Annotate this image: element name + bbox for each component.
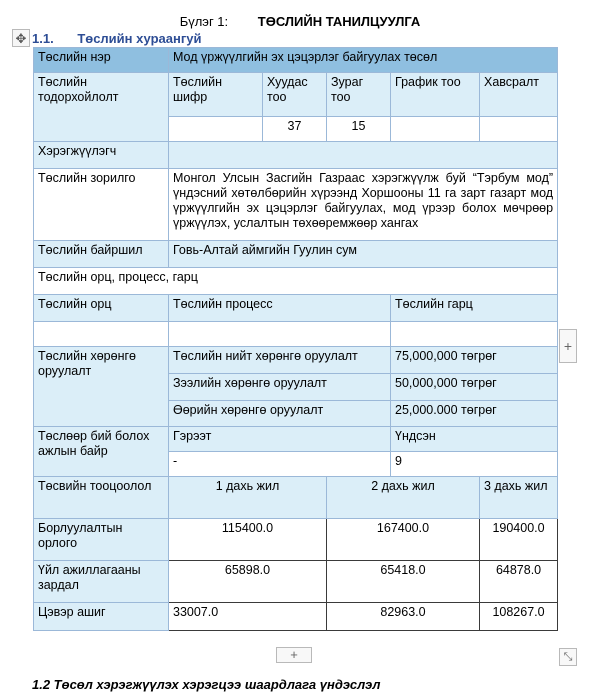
section-number: 1.1. xyxy=(32,31,54,46)
process-value[interactable] xyxy=(169,322,391,347)
investment-row-value[interactable]: 50,000,000 төгрөг xyxy=(391,374,558,401)
profit-year-3[interactable]: 108267.0 xyxy=(480,603,558,631)
col-picture-count: Зураг тоо xyxy=(327,73,391,117)
year-2-header: 2 дахь жил xyxy=(327,477,480,519)
output-label: Төслийн гарц xyxy=(391,295,558,322)
value-picture-count[interactable]: 15 xyxy=(327,117,391,142)
profit-year-2[interactable]: 82963.0 xyxy=(327,603,480,631)
location-value[interactable]: Говь-Алтай аймгийн Гуулин сум xyxy=(169,241,558,268)
add-column-icon[interactable]: + xyxy=(559,329,577,363)
investment-row-label: Зээлийн хөрөнгө оруулалт xyxy=(169,374,391,401)
description-label: Төслийн тодорхойлолт xyxy=(34,73,169,142)
col-project-code: Төслийн шифр xyxy=(169,73,263,117)
project-summary-table xyxy=(33,47,558,631)
profit-year-1[interactable]: 33007.0 xyxy=(169,603,327,631)
investment-label: Төслийн хөрөнгө оруулалт xyxy=(34,347,169,427)
chapter-number: Бүлэг 1: xyxy=(179,14,229,29)
chapter-heading xyxy=(0,14,600,29)
section-heading xyxy=(32,31,201,46)
sales-year-3[interactable]: 190400.0 xyxy=(480,519,558,561)
investment-row-value[interactable]: 25,000.000 төгрөг xyxy=(391,401,558,427)
value-appendix[interactable] xyxy=(480,117,558,142)
investment-row-value[interactable]: 75,000,000 төгрөг xyxy=(391,347,558,374)
table-resize-icon[interactable]: ⤡ xyxy=(559,648,577,666)
wages-label: Үйл ажиллагааны зардал xyxy=(34,561,169,603)
budget-label: Төсвийн тооцоолол xyxy=(34,477,169,519)
year-1-header: 1 дахь жил xyxy=(169,477,327,519)
jobs-main-value[interactable]: 9 xyxy=(391,452,558,477)
output-value[interactable] xyxy=(391,322,558,347)
value-project-code[interactable] xyxy=(169,117,263,142)
chapter-title: ТӨСЛИЙН ТАНИЛЦУУЛГА xyxy=(257,14,421,29)
jobs-label: Төслөөр бий болох ажлын байр xyxy=(34,427,169,477)
investment-row-label: Өөрийн хөрөнгө оруулалт xyxy=(169,401,391,427)
project-name-label: Төслийн нэр xyxy=(34,48,169,73)
project-name-value[interactable]: Мод үржүүлгийн эх цэцэрлэг байгуулах төсөл xyxy=(169,48,558,73)
implementer-label: Хэрэгжүүлэгч xyxy=(34,142,169,169)
table-move-icon[interactable]: ✥ xyxy=(12,29,30,47)
input-value[interactable] xyxy=(34,322,169,347)
col-page-count: Хуудас тоо xyxy=(263,73,327,117)
wages-year-2[interactable]: 65418.0 xyxy=(327,561,480,603)
process-label: Төслийн процесс xyxy=(169,295,391,322)
implementer-value[interactable] xyxy=(169,142,558,169)
sales-year-2[interactable]: 167400.0 xyxy=(327,519,480,561)
input-label: Төслийн орц xyxy=(34,295,169,322)
section-2-heading: 1.2 Төсөл хэрэгжүүлэх хэрэгцээ шаардлага үндэслэл xyxy=(32,677,381,692)
value-page-count[interactable]: 37 xyxy=(263,117,327,142)
sales-year-1[interactable]: 115400.0 xyxy=(169,519,327,561)
section-title: Төслийн хураангуй xyxy=(77,31,202,46)
sales-label: Борлуулалтын орлого xyxy=(34,519,169,561)
col-appendix: Хавсралт xyxy=(480,73,558,117)
wages-year-3[interactable]: 64878.0 xyxy=(480,561,558,603)
value-graph-count[interactable] xyxy=(391,117,480,142)
add-row-icon[interactable]: + xyxy=(276,647,312,663)
jobs-contract-header: Гэрээт xyxy=(169,427,391,452)
location-label: Төслийн байршил xyxy=(34,241,169,268)
input-process-output-label: Төслийн орц, процесс, гарц xyxy=(34,268,558,295)
wages-year-1[interactable]: 65898.0 xyxy=(169,561,327,603)
year-3-header: 3 дахь жил xyxy=(480,477,558,519)
goal-value[interactable]: Монгол Улсын Засгийн Газраас хэрэгжүүлж буй “Тэрбум мод” үндэсний хөтөлбөрийн хүрээнд Хоршооны 11 га зарт газарт мод үржүүлгийн эх цэцэрлэг байгуулах, мод үрээр болох мөчрөөр үржүүлэх, услалтын төхөөремжөөр хангах xyxy=(169,169,558,241)
investment-row-label: Төслийн нийт хөрөнгө оруулалт xyxy=(169,347,391,374)
col-graph-count: График тоо xyxy=(391,73,480,117)
jobs-contract-value[interactable]: - xyxy=(169,452,391,477)
jobs-main-header: Үндсэн xyxy=(391,427,558,452)
profit-label: Цэвэр ашиг xyxy=(34,603,169,631)
goal-label: Төслийн зорилго xyxy=(34,169,169,241)
